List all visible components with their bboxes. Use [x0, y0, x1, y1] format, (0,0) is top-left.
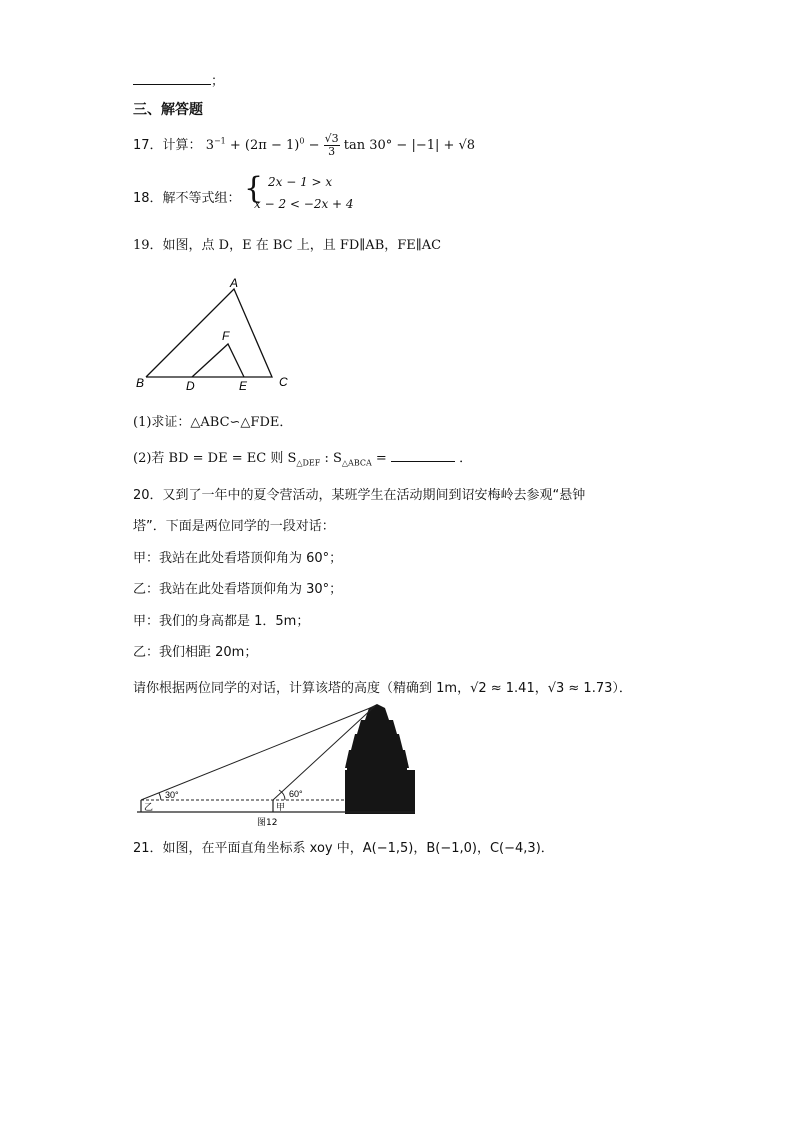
q18-brace: {: [244, 171, 264, 206]
label-a: A: [230, 276, 239, 290]
q18-line2: x − 2 < −2x + 4: [254, 197, 354, 211]
answer-blank-line: [133, 70, 224, 89]
q20-line2: 塔”．下面是两位同学的一段对话：: [133, 519, 335, 534]
q20-figure: [133, 700, 423, 830]
q17-term4: tan 30° − |−1| + √8: [343, 138, 476, 153]
person-label-yi: 乙: [144, 803, 154, 813]
pagoda-silhouette: [345, 704, 415, 814]
q20-dialog-3: 甲：我们的身高都是 1．5m；: [133, 614, 310, 629]
semicolon: ；: [211, 74, 225, 89]
q19-part2-sub1: △DEF: [296, 458, 321, 468]
q19-part2-c: =: [371, 451, 387, 466]
q20-dialog-4: 乙：我们相距 20m；: [133, 645, 258, 660]
q17-term1: 3: [205, 138, 214, 153]
q19-part2-end: ．: [459, 451, 473, 466]
label-c: C: [279, 375, 288, 389]
q19-part2-sub2: △ABCA: [341, 458, 372, 468]
triangle-abc: [146, 289, 272, 377]
angle-label-30: 30°: [165, 790, 179, 800]
label-e: E: [239, 379, 248, 393]
q20-task: 请你根据两位同学的对话，计算该塔的高度（精确到 1m，√2 ≈ 1.41，√3 ≈ 1.73）．: [133, 681, 632, 696]
q17-term2-exp: 0: [299, 136, 305, 146]
question-17: [133, 133, 475, 158]
q17-frac-den: 3: [328, 145, 336, 158]
q19-part2-b: : S: [320, 451, 342, 466]
q19-part2-a: (2)若 BD = DE = EC 则 S: [133, 451, 297, 466]
angle-label-60: 60°: [289, 789, 303, 799]
q17-fraction: [324, 133, 340, 158]
q19-part2: [133, 447, 472, 468]
sightline-yi: [141, 706, 375, 800]
answer-blank: [133, 72, 211, 85]
figure-caption: 图12: [257, 818, 278, 828]
q18-label: 18．解不等式组：: [133, 191, 241, 206]
label-b: B: [136, 376, 145, 390]
section-title: 三、解答题: [133, 102, 203, 118]
q17-label: 17．计算：: [133, 138, 202, 153]
label-f: F: [222, 329, 230, 343]
q20-dialog-2: 乙：我站在此处看塔顶仰角为 30°；: [133, 582, 343, 597]
q17-minus: −: [308, 138, 320, 153]
person-label-jia: 甲: [276, 803, 286, 813]
q21-stem: 21．如图，在平面直角坐标系 xoy 中，A(−1,5)，B(−1,0)，C(−4,3)．: [133, 841, 554, 856]
triangle-fde: [192, 344, 244, 377]
q20-dialog-1: 甲：我站在此处看塔顶仰角为 60°；: [133, 551, 343, 566]
angle-arc-30: [159, 793, 161, 800]
q19-answer-blank: [391, 449, 455, 462]
q20-line1: 20．又到了一年中的夏令营活动，某班学生在活动期间到诏安梅岭去参观“悬钟: [133, 488, 586, 503]
label-d: D: [186, 379, 195, 393]
q18-line1: 2x − 1 > x: [268, 175, 333, 189]
q17-frac-num: √3: [324, 132, 339, 145]
q19-part1: (1)求证：△ABC∽△FDE．: [133, 415, 293, 430]
q19-stem: 19．如图，点 D，E 在 BC 上，且 FD∥AB，FE∥AC: [133, 238, 442, 253]
q19-figure: [130, 272, 300, 394]
q17-term1-exp: −1: [213, 136, 226, 146]
q17-term2: + (2π − 1): [229, 138, 300, 153]
